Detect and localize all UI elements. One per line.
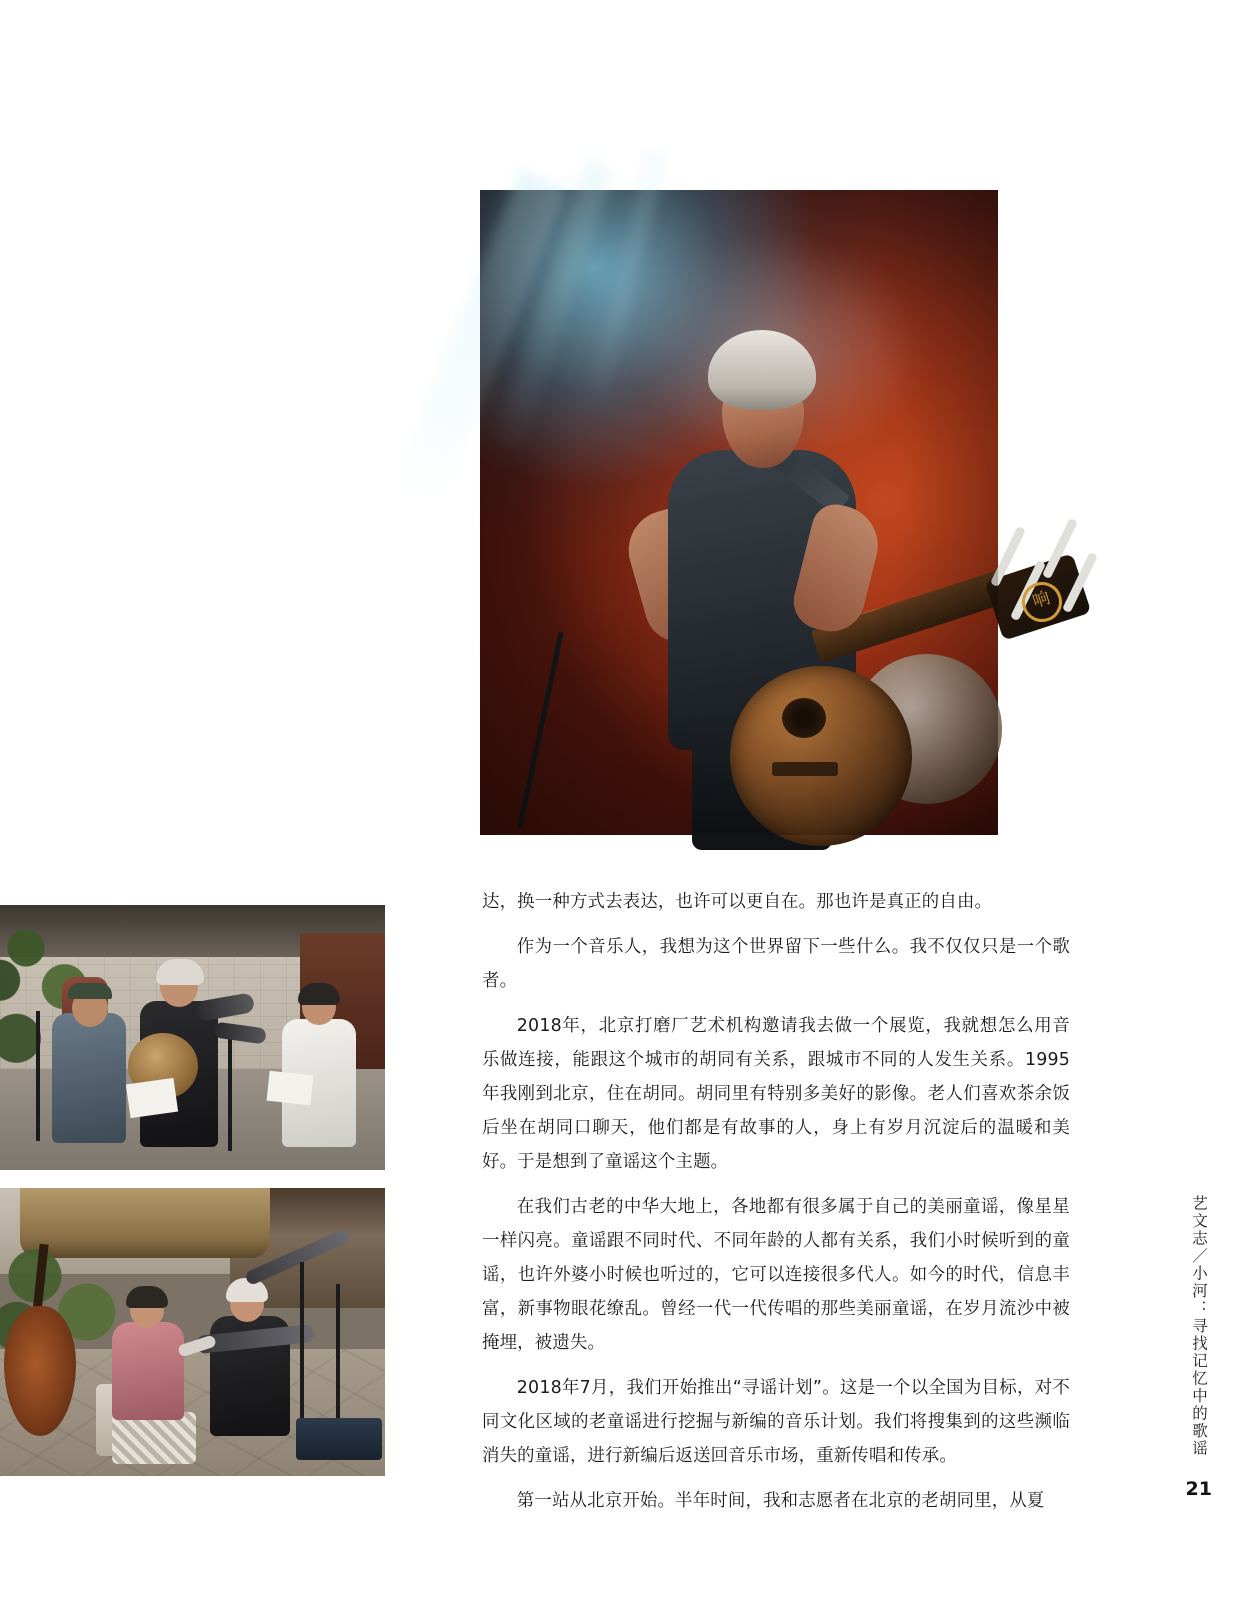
stage-performance-photo <box>480 190 1053 835</box>
elder-hair <box>126 1286 168 1308</box>
article-body <box>482 885 1070 1529</box>
seated-elder <box>112 1322 184 1420</box>
paragraph-continued: 达，换一种方式去表达，也许可以更自在。那也许是真正的自由。 <box>482 892 993 912</box>
paragraph: 作为一个音乐人，我想为这个世界留下一些什么。我不仅仅只是一个歌者。 <box>482 937 1070 991</box>
seated-elder-left <box>52 1013 126 1143</box>
paragraph: 第一站从北京开始。半年时间，我和志愿者在北京的老胡同里，从夏 <box>516 1491 1045 1511</box>
music-stand <box>36 1011 40 1141</box>
paragraph: 在我们古老的中华大地上，各地都有很多属于自己的美丽童谣，像星星一样闪亮。童谣跟不同时代、不同年龄的人都有关系，我们小时候听到的童谣，也许外婆小时候也听过的，它可以连接很多代人。如今的时代，信息丰富，新事物眼花缭乱。曾经一代一代传唱的那些美丽童谣，在岁月流沙中被掩埋，被遗失。 <box>482 1197 1070 1353</box>
musician-hair <box>156 959 204 985</box>
elder-hair <box>298 983 340 1005</box>
instrument-emblem: 响 <box>1017 577 1067 627</box>
photo-vignette <box>480 190 998 835</box>
lyric-sheet <box>126 1078 178 1118</box>
equipment-case <box>296 1418 382 1460</box>
paragraph: 2018年，北京打磨厂艺术机构邀请我去做一个展览，我就想怎么用音乐做连接，能跟这个城市的胡同有关系，跟城市不同的人发生关系。1995年我刚到北京，住在胡同。胡同里有特别多美好的影像。老人们喜欢茶余饭后坐在胡同口聊天，他们都是有故事的人，身上有岁月沉淀后的温暖和美好。于是想到了童谣这个主题。 <box>482 1016 1070 1172</box>
microphone-stand <box>228 1031 232 1151</box>
hutong-interview-photo <box>0 905 385 1170</box>
paragraph: 2018年7月，我们开始推出“寻谣计划”。这是一个以全国为目标，对不同文化区域的老童谣进行挖掘与新编的音乐计划。我们将搜集到的这些濒临消失的童谣，进行新编后返送回音乐市场，重新传唱和传承。 <box>482 1378 1070 1466</box>
outdoor-recording-photo <box>0 1188 385 1476</box>
running-title: 艺文志／小河：寻找记忆中的歌谣 <box>1190 1195 1208 1458</box>
cap <box>68 983 112 999</box>
lyric-sheet <box>267 1071 314 1105</box>
page-number: 21 <box>1185 1478 1212 1500</box>
